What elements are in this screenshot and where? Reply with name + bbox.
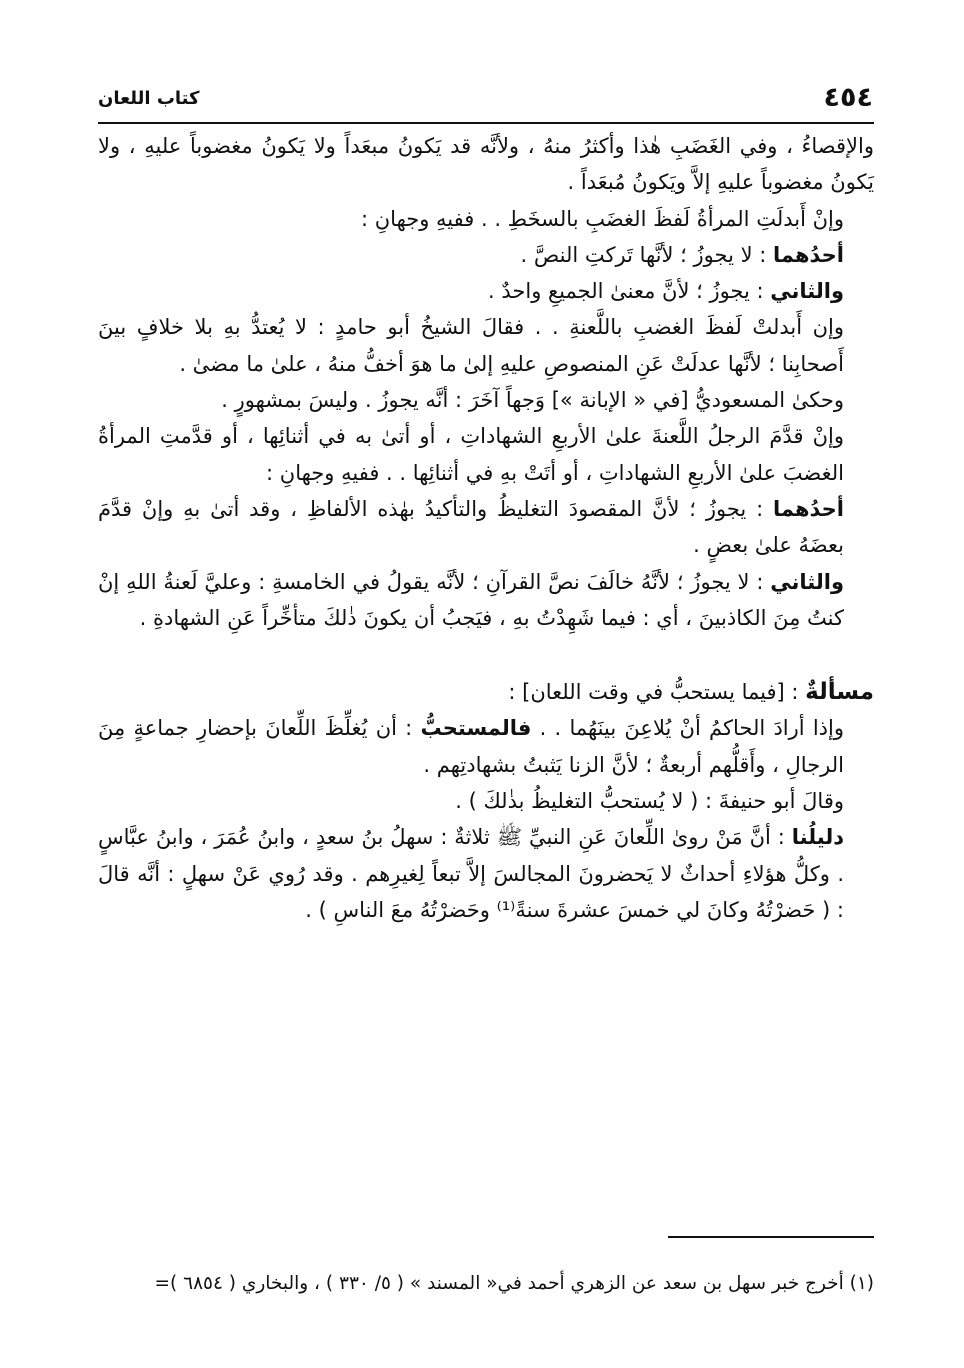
paragraph-text: وإن أَبدلتْ لَفظَ الغضبِ باللَّعنةِ . . فقالَ الشيخُ أبو حامدٍ : لا يُعتدُّ بهِ بلا خلافٍ بينَ أَصحابِنا ؛ لأنَّها عدلَتْ عَنِ المنصوصِ عليهِ إلىٰ ما هوَ أخفُّ منهُ ، علىٰ ما مضىٰ .: [98, 315, 844, 376]
paragraph-text: : أن يُغلِّظَ اللِّعانَ بإحضارِ جماعةٍ مِنَ الرجالِ ، وأَقلُّهم أربعةٌ ؛ لأنَّ الزنا يَثبتُ بشهادتِهم .: [98, 716, 844, 777]
paragraph: [98, 309, 874, 382]
paragraph-text: : أنَّ مَنْ روىٰ اللِّعانَ عَنِ النبيِّ ﷺ ثلاثةٌ : سهلُ بنُ سعدٍ ، وابنُ عُمَرَ ، وابنُ عبَّاسٍ . وكلُّ هؤلاءِ أحداثٌ لا يَحضرونَ المجالسَ إلاَّ تبعاً لِغيرِهم . وقد رُوي عَنْ سهلٍ : أنَّه قالَ : ( حَضرْتُهُ وكانَ لي خمسَ عشرةَ سنةً⁽¹⁾ وحَضرْتُهُ معَ الناسِ ) .: [98, 825, 844, 922]
masala-title: : [فيما يستحبُّ في وقت اللعان] :: [508, 680, 806, 705]
paragraph-text: وإنْ أَبدلَتِ المرأةُ لَفظَ الغضَبِ بالسخَطِ . . ففيهِ وجهانِ :: [361, 206, 844, 231]
book-title: كتاب اللعان: [98, 88, 200, 109]
paragraph-lead: فالمستحبُّ: [420, 716, 532, 741]
paragraph-lead: أحدُهما: [773, 496, 844, 521]
paragraph-lead: أحدُهما: [773, 242, 844, 267]
paragraph: [98, 382, 874, 418]
paragraph-text: : لا يجوزُ ؛ لأنَّهُ خالَفَ نصَّ القرآنِ ؛ لأنَّه يقولُ في الخامسةِ : وعليَّ لَعنةُ اللهِ إنْ كنتُ مِنَ الكاذبينَ ، أي : فيما شَهِدْتُ بهِ ، فيَجبُ أن يكونَ ذٰلكَ متأخِّراً عَنِ الشهادةِ .: [98, 569, 844, 630]
paragraph-text: : يجوزُ ؛ لأنَّ المقصودَ التغليظُ والتأكيدُ بهٰذه الألفاظِ ، وقد أتىٰ بهِ وإنْ قدَّمَ بعضَهُ علىٰ بعضٍ .: [98, 496, 844, 558]
paragraph: [98, 128, 874, 201]
paragraph: [98, 418, 874, 491]
main-text: [98, 128, 874, 928]
section-gap: [98, 636, 874, 674]
paragraph-text: وإذا أرادَ الحاكمُ أنْ يُلاعِنَ بينَهُما . .: [531, 716, 845, 741]
paragraph-text: وقالَ أبو حنيفةَ : ( لا يُستحبُّ التغليظُ بذٰلكَ ) .: [455, 789, 844, 814]
paragraph: [98, 819, 874, 928]
footnote: (١) أخرج خبر سهل بن سعد عن الزهري أحمد في« المسند » ( ٥/ ٣٣٠ ) ، والبخاري ( ٦٨٥٤ )=: [154, 1273, 874, 1294]
paragraph: [98, 273, 874, 309]
paragraph-lead: والثاني: [770, 279, 844, 304]
footnote-divider: [668, 1236, 874, 1238]
page-number: ٤٥٤: [823, 82, 873, 113]
masala-heading: [98, 674, 874, 710]
paragraph-lead: والثاني: [770, 569, 844, 594]
page-header: [98, 82, 873, 122]
paragraph: [98, 237, 874, 273]
paragraph: [98, 201, 874, 237]
paragraph-text: : لا يجوزُ ؛ لأنَّها تَركتِ النصَّ .: [520, 242, 773, 267]
paragraph-text: : يجوزُ ؛ لأنَّ معنىٰ الجميعِ واحدٌ .: [488, 279, 771, 304]
masala-label: مسألةٌ: [805, 679, 874, 706]
paragraph: [98, 491, 874, 564]
paragraph: [98, 564, 874, 637]
paragraph: [98, 783, 874, 819]
paragraph-text: والإقصاءُ ، وفي الغَضَبِ هٰذا وأكثرُ منهُ ، ولأنَّه قد يَكونُ مبعَداً ولا يَكونُ مغضوباً عليهِ ، ولا يَكونُ مغضوباً عليهِ إلاَّ ويَكونُ مُبعَداً .: [98, 134, 874, 195]
paragraph-text: وإنْ قدَّمَ الرجلُ اللَّعنةَ علىٰ الأربعِ الشهاداتِ ، أو أتىٰ به في أثنائِها ، أو قدَّمتِ المرأةُ الغضبَ علىٰ الأربعِ الشهاداتِ ، أو أتَتْ بهِ في أثنائِها . . ففيهِ وجهانِ :: [98, 424, 844, 485]
paragraph-text: وحكىٰ المسعوديُّ [في « الإبانة »] وَجهاً آخَرَ : أنَّه يجوزُ . وليسَ بمشهورٍ .: [221, 388, 844, 413]
header-divider: [98, 122, 874, 124]
paragraph: [98, 710, 874, 783]
paragraph-lead: دليلُنا: [791, 825, 844, 850]
